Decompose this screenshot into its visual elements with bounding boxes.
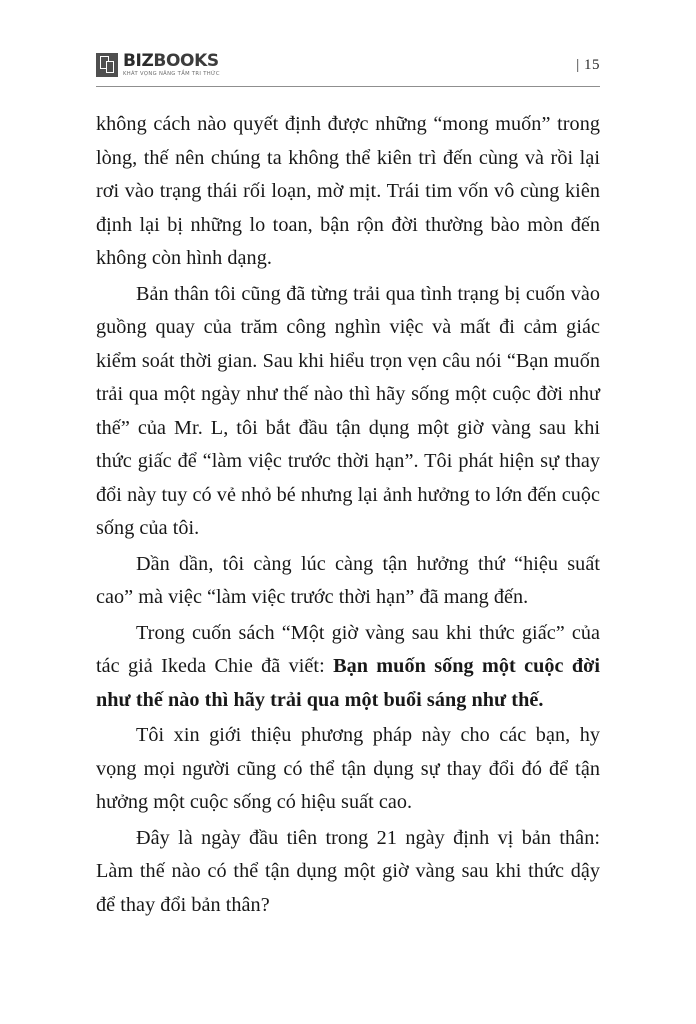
publisher-logo <box>96 50 220 77</box>
paragraph-text: Đây là ngày đầu tiên trong 21 ngày định vị bản thân: Làm thế nào có thể tận dụng một giờ vàng sau khi thức dậy để thay đổi bản thân? <box>96 826 600 916</box>
paragraph-text: Trong cuốn sách “Một giờ vàng sau khi thức giấc” của tác giả Ikeda Chie đã viết: <box>96 621 600 677</box>
brand-name-primary: BIZ <box>123 50 154 71</box>
paragraph <box>96 719 600 820</box>
paragraph <box>96 617 600 718</box>
paragraph <box>96 278 600 546</box>
paragraph <box>96 548 600 615</box>
page-number: | 15 <box>576 56 600 73</box>
paragraph-text: Dần dần, tôi càng lúc càng tận hưởng thứ “hiệu suất cao” mà việc “làm việc trước thời hạn” đã mang đến. <box>96 552 600 608</box>
brand-text <box>123 50 220 77</box>
brand-name <box>123 50 220 71</box>
emphasis-text: Bạn muốn sống một cuộc đời như thế nào thì hãy trải qua một buổi sáng như thế. <box>96 655 600 711</box>
brand-name-secondary: BOOKS <box>153 50 219 71</box>
bizbooks-mark-icon <box>96 53 118 77</box>
page-header <box>96 48 600 82</box>
paragraph-text: Tôi xin giới thiệu phương pháp này cho các bạn, hy vọng mọi người cũng có thể tận dụng sự thay đổi đó để tận hưởng một cuộc sống có hiệu suất cao. <box>96 724 600 813</box>
page-body <box>96 108 600 922</box>
paragraph-text: không cách nào quyết định được những “mong muốn” trong lòng, thế nên chúng ta không thể kiên trì đến cùng và rồi lại rơi vào trạng thái rối loạn, mờ mịt. Trái tim vốn vô cùng kiên định lại bị những lo toan, bận rộn đời thường bào mòn đến không còn hình dạng. <box>96 113 600 269</box>
paragraph <box>96 108 600 276</box>
paragraph <box>96 822 600 923</box>
paragraph-text: Bản thân tôi cũng đã từng trải qua tình trạng bị cuốn vào guồng quay của trăm công nghìn việc và mất đi cảm giác kiểm soát thời gian. Sau khi hiểu trọn vẹn câu nói “Bạn muốn trải qua một ngày như thế nào thì hãy sống một cuộc đời như thế” của Mr. L, tôi bắt đầu tận dụng một giờ vàng sau khi thức giấc để “làm việc trước thời hạn”. Tôi phát hiện sự thay đổi này tuy có vẻ nhỏ bé nhưng lại ảnh hưởng to lớn đến cuộc sống của tôi. <box>96 282 600 539</box>
brand-tagline: KHÁT VỌNG NÂNG TẦM TRI THỨC <box>123 70 220 77</box>
header-divider <box>96 86 600 87</box>
